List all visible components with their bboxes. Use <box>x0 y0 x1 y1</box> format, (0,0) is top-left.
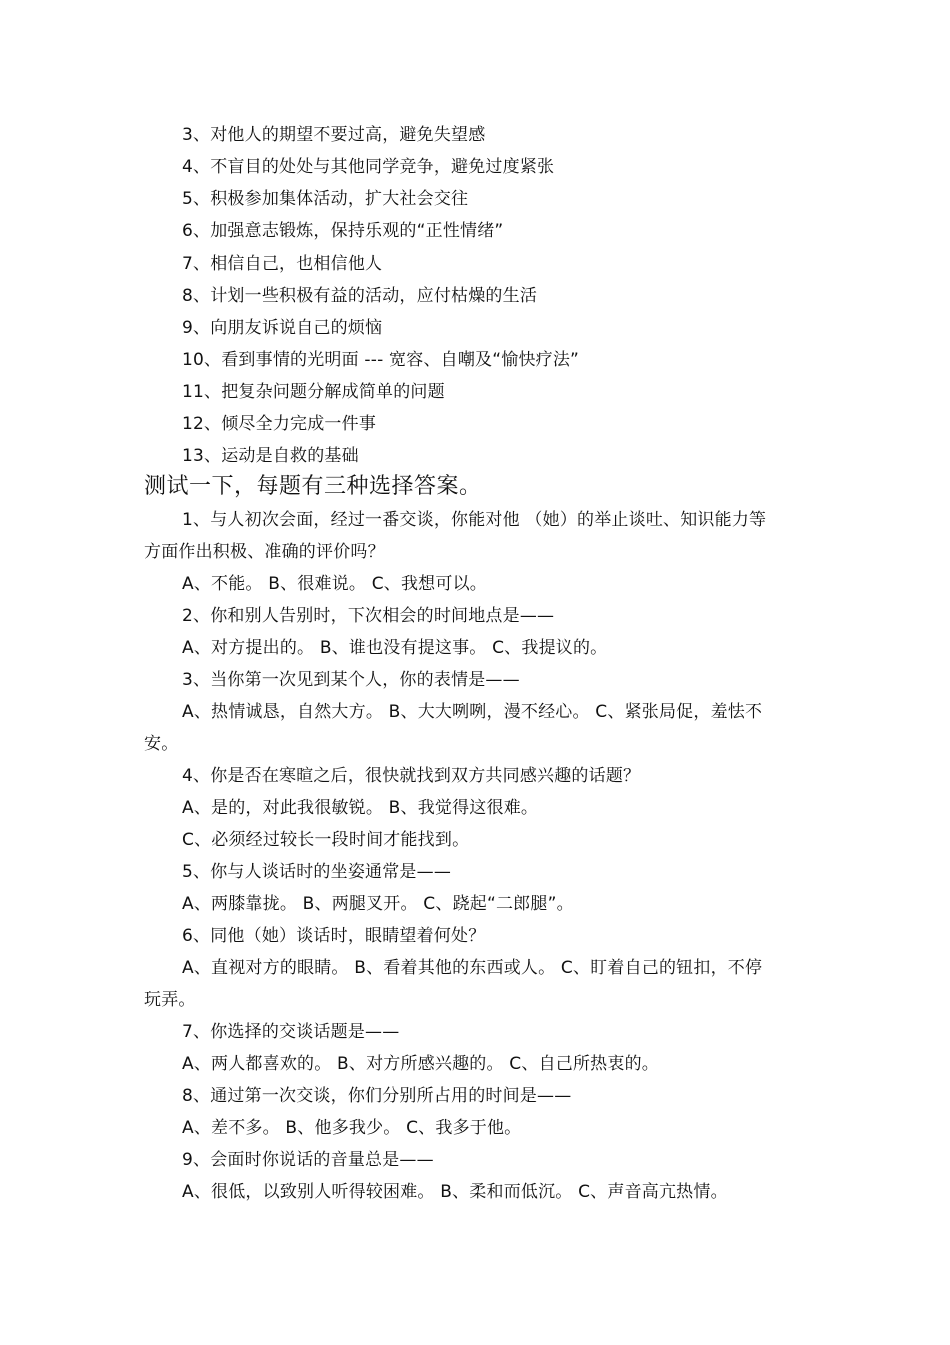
tip-line: 6、加强意志锻炼，保持乐观的“正性情绪” <box>182 221 504 241</box>
tip-line: 10、看到事情的光明面 --- 宽容、自嘲及“愉快疗法” <box>182 350 580 370</box>
question-line: 方面作出积极、准确的评价吗？ <box>144 542 385 562</box>
question-line: 2、你和别人告别时，下次相会的时间地点是—— <box>182 606 555 626</box>
answer-options: A、直视对方的眼睛。 B、看着其他的东西或人。 C、盯着自己的钮扣，不停 <box>182 958 763 978</box>
answer-options: A、不能。 B、很难说。 C、我想可以。 <box>182 574 487 594</box>
answer-options: A、两人都喜欢的。 B、对方所感兴趣的。 C、自己所热衷的。 <box>182 1054 659 1074</box>
tip-line: 7、相信自己，也相信他人 <box>182 254 383 274</box>
question-line: 7、你选择的交谈话题是—— <box>182 1022 400 1042</box>
tip-line: 4、不盲目的处处与其他同学竞争，避免过度紧张 <box>182 157 555 177</box>
question-line: 1、与人初次会面，经过一番交谈，你能对他 （她）的举止谈吐、知识能力等 <box>182 510 767 530</box>
answer-options: C、必须经过较长一段时间才能找到。 <box>182 830 470 850</box>
answer-options: 玩弄。 <box>144 990 196 1010</box>
question-line: 6、同他（她）谈话时，眼睛望着何处？ <box>182 926 486 946</box>
question-line: 8、通过第一次交谈，你们分别所占用的时间是—— <box>182 1086 572 1106</box>
answer-options: A、很低，以致别人听得较困难。 B、柔和而低沉。 C、声音高亢热情。 <box>182 1182 728 1202</box>
tip-line: 9、向朋友诉说自己的烦恼 <box>182 318 383 338</box>
question-line: 4、你是否在寒暄之后，很快就找到双方共同感兴趣的话题？ <box>182 766 641 786</box>
answer-options: A、两膝靠拢。 B、两腿叉开。 C、跷起“二郎腿”。 <box>182 894 574 914</box>
question-line: 9、会面时你说话的音量总是—— <box>182 1150 434 1170</box>
question-line: 3、当你第一次见到某个人，你的表情是—— <box>182 670 520 690</box>
answer-options: A、是的，对此我很敏锐。 B、我觉得这很难。 <box>182 798 539 818</box>
tip-line: 5、积极参加集体活动，扩大社会交往 <box>182 189 469 209</box>
tip-line: 3、对他人的期望不要过高，避免失望感 <box>182 125 486 145</box>
tip-line: 13、运动是自救的基础 <box>182 446 359 466</box>
answer-options: A、热情诚恳，自然大方。 B、大大咧咧，漫不经心。 C、紧张局促，羞怯不 <box>182 702 763 722</box>
answer-options: A、差不多。 B、他多我少。 C、我多于他。 <box>182 1118 522 1138</box>
tip-line: 12、倾尽全力完成一件事 <box>182 414 377 434</box>
tip-line: 11、把复杂问题分解成简单的问题 <box>182 382 445 402</box>
question-line: 5、你与人谈话时的坐姿通常是—— <box>182 862 452 882</box>
answer-options: A、对方提出的。 B、谁也没有提这事。 C、我提议的。 <box>182 638 608 658</box>
quiz-heading: 测试一下，每题有三种选择答案。 <box>144 474 482 499</box>
tip-line: 8、计划一些积极有益的活动，应付枯燥的生活 <box>182 286 538 306</box>
answer-options: 安。 <box>144 734 179 754</box>
